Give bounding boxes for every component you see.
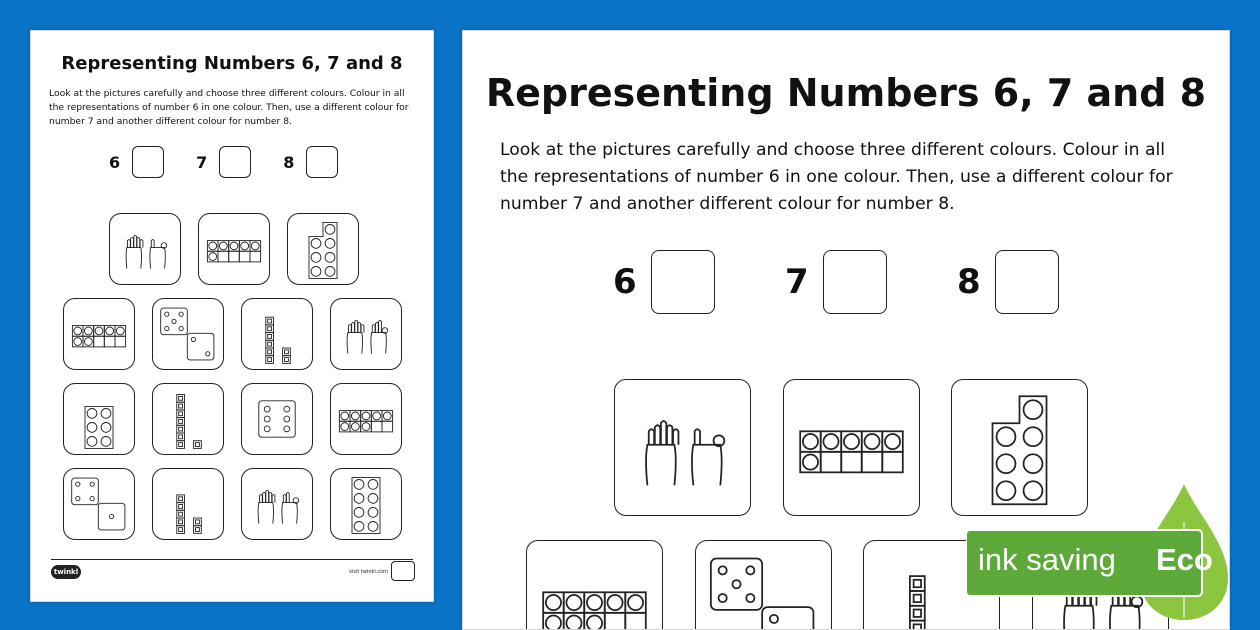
instructions-line: Look at the pictures carefully and choose three different colours. Colour in all — [500, 140, 1166, 160]
key-number-7: 7 — [196, 152, 208, 172]
n7-picture-icon — [288, 214, 358, 284]
d52-picture-icon — [696, 541, 831, 630]
instructions — [49, 87, 429, 129]
instructions-line: number 7 and another different colour for number 8. — [500, 194, 955, 214]
twinkl-logo: twinkl — [51, 565, 81, 579]
tf6-picture-icon — [199, 214, 269, 284]
picture-card[interactable] — [152, 383, 224, 455]
page-title: Representing Numbers 6, 7 and 8 — [61, 53, 403, 74]
key-number-6: 6 — [109, 152, 121, 172]
footer-divider — [51, 559, 413, 560]
picture-card[interactable] — [63, 298, 135, 370]
picture-card[interactable] — [783, 379, 920, 516]
picture-card[interactable] — [614, 379, 751, 516]
n6-picture-icon — [64, 384, 134, 454]
picture-card[interactable] — [109, 213, 181, 285]
footer-badge-icon — [391, 561, 415, 581]
footer-url: visit twinkl.com — [349, 569, 389, 575]
colour-box-8[interactable] — [995, 250, 1059, 314]
picture-card[interactable] — [63, 383, 135, 455]
key-number-6: 6 — [613, 262, 637, 302]
picture-card[interactable] — [241, 383, 313, 455]
hands52-picture-icon — [242, 469, 312, 539]
picture-card[interactable] — [63, 468, 135, 540]
key-number-7: 7 — [785, 262, 809, 302]
page-title: Representing Numbers 6, 7 and 8 — [485, 71, 1207, 115]
picture-card[interactable] — [330, 468, 402, 540]
picture-card[interactable] — [198, 213, 270, 285]
badge-eco: Eco — [1156, 542, 1213, 577]
ink-saving-badge — [966, 482, 1240, 622]
picture-card[interactable] — [152, 468, 224, 540]
colour-box-6[interactable] — [132, 146, 164, 178]
colour-box-7[interactable] — [823, 250, 887, 314]
badge-label: ink saving — [978, 542, 1116, 577]
picture-card[interactable] — [152, 298, 224, 370]
colour-box-8[interactable] — [306, 146, 338, 178]
colour-box-6[interactable] — [651, 250, 715, 314]
picture-card[interactable] — [526, 540, 663, 630]
n8-picture-icon — [331, 469, 401, 539]
colour-key — [109, 146, 338, 178]
colour-box-7[interactable] — [219, 146, 251, 178]
instructions — [500, 137, 1220, 218]
hands51-picture-icon — [110, 214, 180, 284]
d52-picture-icon — [153, 299, 223, 369]
t53-picture-icon — [242, 299, 312, 369]
picture-card[interactable] — [241, 298, 313, 370]
d41-picture-icon — [64, 469, 134, 539]
picture-card[interactable] — [330, 298, 402, 370]
tf6-picture-icon — [784, 380, 919, 515]
picture-card[interactable] — [241, 468, 313, 540]
instructions-line: the representations of number 6 in one colour. Then, use a different colour for — [500, 167, 1173, 187]
key-number-8: 8 — [957, 262, 981, 302]
t71-picture-icon — [153, 384, 223, 454]
colour-key — [613, 250, 1059, 314]
instructions-line: Look at the pictures carefully and choose three different colours. Colour in all — [49, 88, 405, 99]
tf7-picture-icon — [64, 299, 134, 369]
tf8-picture-icon — [331, 384, 401, 454]
hands51-picture-icon — [615, 380, 750, 515]
picture-card[interactable] — [695, 540, 832, 630]
instructions-line: the representations of number 6 in one colour. Then, use a different colour for — [49, 102, 409, 113]
picture-card[interactable] — [330, 383, 402, 455]
hands53-picture-icon — [331, 299, 401, 369]
instructions-line: number 7 and another different colour for number 8. — [49, 116, 293, 127]
d6-picture-icon — [242, 384, 312, 454]
picture-card[interactable] — [287, 213, 359, 285]
worksheet-preview-small — [30, 30, 434, 602]
tf8-picture-icon — [527, 541, 662, 630]
key-number-8: 8 — [283, 152, 295, 172]
t62-picture-icon — [153, 469, 223, 539]
